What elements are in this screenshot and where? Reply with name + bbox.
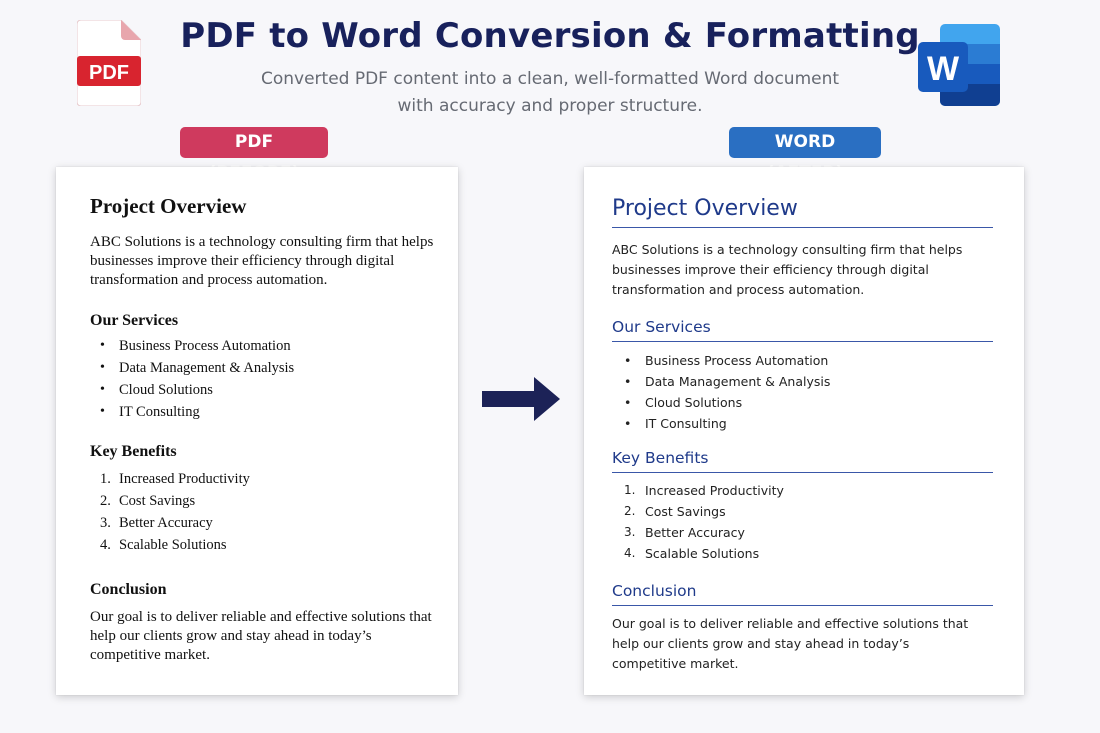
word-logo-label: W (926, 50, 960, 88)
list-number: 3. (100, 515, 111, 531)
list-text: Better Accuracy (119, 515, 213, 531)
conclusion-line: Our goal is to deliver reliable and effective solutions that (90, 609, 432, 625)
list-item (612, 480, 993, 501)
benefits-heading: Key Benefits (90, 443, 177, 460)
list-item: • Business Process Automation (90, 335, 435, 357)
services-list (90, 335, 435, 423)
conclusion-line: help our clients grow and stay ahead in today’s (90, 628, 372, 644)
list-number: 4. (100, 537, 111, 553)
benefits-heading: Key Benefits (612, 448, 993, 473)
list-item: • Cloud Solutions (90, 379, 435, 401)
word-after-document (584, 167, 1024, 695)
page-title: PDF to Word Conversion & Formatting (180, 16, 920, 56)
subtitle-line: with accuracy and proper structure. (397, 96, 703, 116)
list-text: Better Accuracy (645, 525, 745, 540)
list-text: Increased Productivity (645, 483, 784, 498)
list-number: 2. (624, 504, 636, 518)
page-subtitle (0, 66, 1100, 120)
list-text: Increased Productivity (119, 471, 250, 487)
services-heading: Our Services (612, 317, 993, 342)
benefits-list (612, 480, 993, 564)
list-item: • Data Management & Analysis (612, 371, 993, 392)
services-heading: Our Services (90, 312, 179, 329)
list-item (612, 522, 993, 543)
list-item (612, 543, 993, 564)
pdf-before-badge: PDF (180, 127, 328, 158)
list-item (90, 512, 435, 534)
list-text: Cost Savings (119, 493, 196, 509)
benefits-list (90, 468, 435, 556)
intro-line: ABC Solutions is a technology consulting firm that helps (612, 242, 963, 257)
pdf-logo-label: PDF (89, 62, 129, 84)
conclusion-line: competitive market. (90, 647, 210, 663)
word-after-badge: WORD (729, 127, 881, 158)
list-item (90, 534, 435, 556)
right-arrow-icon (482, 377, 560, 421)
conclusion-heading: Conclusion (90, 581, 167, 598)
doc-title: Project Overview (612, 195, 993, 228)
intro-line: transformation and process automation. (90, 272, 328, 288)
intro-line: businesses improve their efficiency through digital (90, 253, 395, 269)
list-number: 1. (624, 483, 636, 497)
header (0, 14, 1100, 120)
conclusion-line: Our goal is to deliver reliable and effective solutions that (612, 616, 969, 631)
list-text: Scalable Solutions (119, 537, 227, 553)
doc-title: Project Overview (90, 194, 247, 218)
intro-line: businesses improve their efficiency through digital (612, 262, 929, 277)
list-item (90, 468, 435, 490)
conclusion-line: competitive market. (612, 656, 739, 671)
pdf-before-document (56, 167, 458, 695)
list-item (90, 490, 435, 512)
conclusion-line: help our clients grow and stay ahead in today’s (612, 636, 910, 651)
list-item: • IT Consulting (90, 401, 435, 423)
list-item: • Data Management & Analysis (90, 357, 435, 379)
conclusion-heading: Conclusion (612, 581, 993, 606)
list-item: • Cloud Solutions (612, 392, 993, 413)
list-number: 3. (624, 525, 636, 539)
intro-line: ABC Solutions is a technology consulting firm that helps (90, 234, 434, 250)
list-number: 4. (624, 546, 636, 560)
list-item (612, 501, 993, 522)
list-text: Scalable Solutions (645, 546, 760, 561)
subtitle-line: Converted PDF content into a clean, well-formatted Word document (260, 69, 840, 89)
list-text: Cost Savings (645, 504, 726, 519)
list-number: 2. (100, 493, 111, 509)
list-number: 1. (100, 471, 111, 487)
intro-line: transformation and process automation. (612, 282, 865, 297)
list-item: • Business Process Automation (612, 350, 993, 371)
list-item: • IT Consulting (612, 413, 993, 434)
services-list (612, 350, 993, 434)
